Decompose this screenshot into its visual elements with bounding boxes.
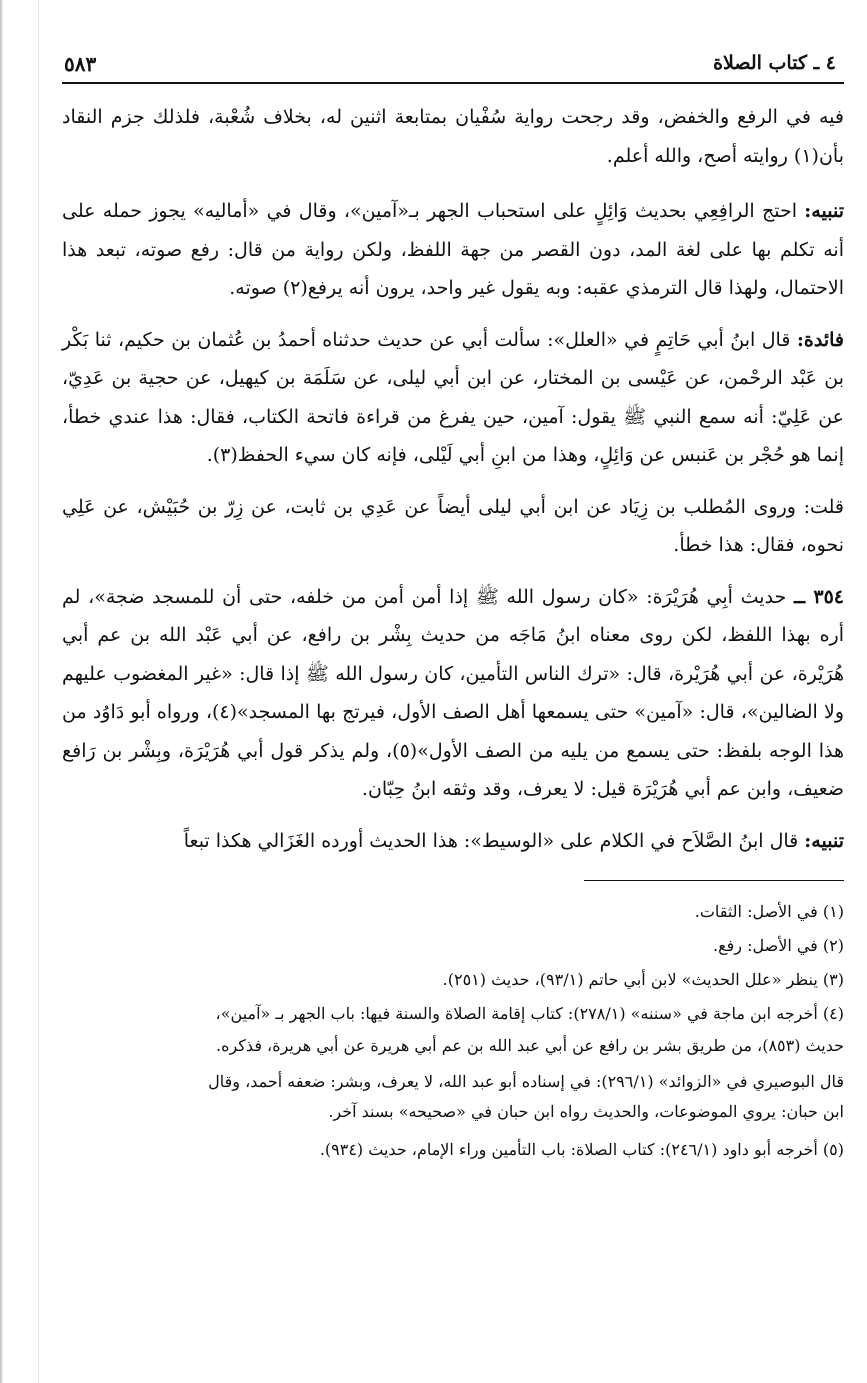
paragraph-hadith-354 bbox=[62, 578, 844, 809]
footnote-1: (١) في الأصل: الثقات. bbox=[694, 902, 844, 921]
paragraph-text: قال ابنُ أبي حَاتِمٍ في «العلل»: سألت أبي عن حديث حدثناه أحمدُ بن عُثمان بن حكيم، ثنا بَكْر بن عَبْد الرحْمن، عن عَيْسى بن المختار، عن ابن أبي ليلى، عن سَلَمَة بن كيهيل، عن حجية بن عَدِيّ، عن عَلِيّ: أنه سمع النبي ﷺ يقول: آمين، حين يفرغ من قراءة فاتحة الكتاب، فقال: هذا عندي خطأ، إنما هو حُجْر بن عَنبس عن وَائِلٍ، وهذا من ابنِ أبي لَيْلى، فإنه كان سيء الحفظ(٣). bbox=[62, 328, 844, 466]
footnotes bbox=[62, 895, 844, 1167]
page-number: ٥٨٣ bbox=[64, 52, 97, 76]
hadith-number: ٣٥٤ ــ bbox=[793, 585, 845, 608]
page-header bbox=[62, 46, 844, 84]
footnote-3: (٣) ينظر «علل الحديث» لابن أبي حاتم (٩٣/١)، حديث (٢٥١). bbox=[442, 970, 844, 989]
paragraph-faida bbox=[62, 321, 844, 475]
paragraph-text: حديث أبِي هُرَيْرَة: «كان رسول الله ﷺ إذا أمن أمن من خلفه، حتى أن للمسجد ضجة»، لم أره بهذا اللفظ، لكن روى معناه ابنُ مَاجَه من حديث بِشْر بن رافع، عن أبي عَبْد الله بن عم أبي هُرَيْرة، عن أبي هُرَيْرة، قال: «ترك الناس التأمين، كان رسول الله ﷺ إذا قال: «غير المغضوب عليهم ولا الضالين»، قال: «آمين» حتى يسمعها أهل الصف الأول، فيرتج بها المسجد»(٤)، ورواه أبو دَاوُد من هذا الوجه بلفظ: حتى يسمع من يليه من الصف الأول»(٥)، ولم يذكر قول أبي هُرَيْرَة، وبِشْر بن رَافع ضعيف، وابن عم أبي هُرَيْرَة قيل: لا يعرف، وقد وثقه ابنُ حِبّان. bbox=[62, 585, 845, 800]
footnote-4-note: قال البوصيري في «الزوائد» (٢٩٦/١): في إسناده أبو عبد الله، لا يعرف، وبشر: ضعفه أحمد، وقال bbox=[208, 1072, 844, 1091]
paragraph-tanbih-2 bbox=[62, 822, 844, 861]
scan-fold-line bbox=[38, 0, 39, 1383]
footnote-4-continuation: حديث (٨٥٣)، من طريق بشر بن رافع عن أبي عبد الله بن عم أبي هريرة عن أبي هريرة، فذكره. bbox=[216, 1036, 844, 1055]
running-title: ٤ ـ كتاب الصلاة bbox=[713, 52, 836, 74]
footnote-4: (٤) أخرجه ابن ماجة في «سننه» (٢٧٨/١): كتاب إقامة الصلاة والسنة فيها: باب الجهر بـ «آمين»، bbox=[215, 1004, 844, 1023]
paragraph-lead: فائدة: bbox=[796, 328, 844, 351]
scan-edge-shadow bbox=[0, 0, 3, 1383]
paragraph-continuation: فيه في الرفع والخفض، وقد رجحت رواية سُفْيان بمتابعة اثنين له، بخلاف شُعْبة، فلذلك جزم النقاد بأن(١) روايته أصح، والله أعلم. bbox=[62, 106, 844, 167]
book-page bbox=[62, 46, 844, 1167]
footnote-divider bbox=[584, 880, 844, 881]
paragraph-lead: تنبيه: bbox=[804, 829, 844, 852]
footnote-5: (٥) أخرجه أبو داود (٢٤٦/١): كتاب الصلاة: باب التأمين وراء الإمام، حديث (٩٣٤). bbox=[319, 1140, 844, 1159]
paragraph-lead: تنبيه: bbox=[804, 200, 844, 222]
paragraph-qultu: قلت: وروى المُطلب بن زِيَاد عن ابن أبي ليلى أيضاً عن عَدِي بن ثابت، عن زِرّ بن حُبَيْش، عن عَلِي نحوه، فقال: هذا خطأ. bbox=[62, 495, 844, 556]
paragraph-text: احتج الرافِعِي بحديث وَائِلٍ على استحباب الجهر بـ«آمين»، وقال في «أماليه» يجوز حمله على أنه تكلم بها على لغة المد، دون القصر من جهة اللفظ، ولكن رواية من قال: رفع صوته، تبعد هذا الاحتمال، ولهذا قال الترمذي عقبه: وبه يقول غير واحد، يرون أنه يرفع(٢) صوته. bbox=[62, 200, 844, 299]
footnote-2: (٢) في الأصل: رفع. bbox=[713, 936, 844, 955]
paragraph-text: قال ابنُ الصَّلاَح في الكلام على «الوسيط»: هذا الحديث أورده الغَزَالي هكذا تبعاً bbox=[183, 829, 805, 852]
main-text bbox=[62, 98, 844, 860]
footnote-4-note-continuation: ابن حبان: يروي الموضوعات، والحديث رواه ابن حبان في «صحيحه» بسند آخر. bbox=[328, 1102, 844, 1121]
paragraph-tanbih-1 bbox=[62, 192, 844, 308]
